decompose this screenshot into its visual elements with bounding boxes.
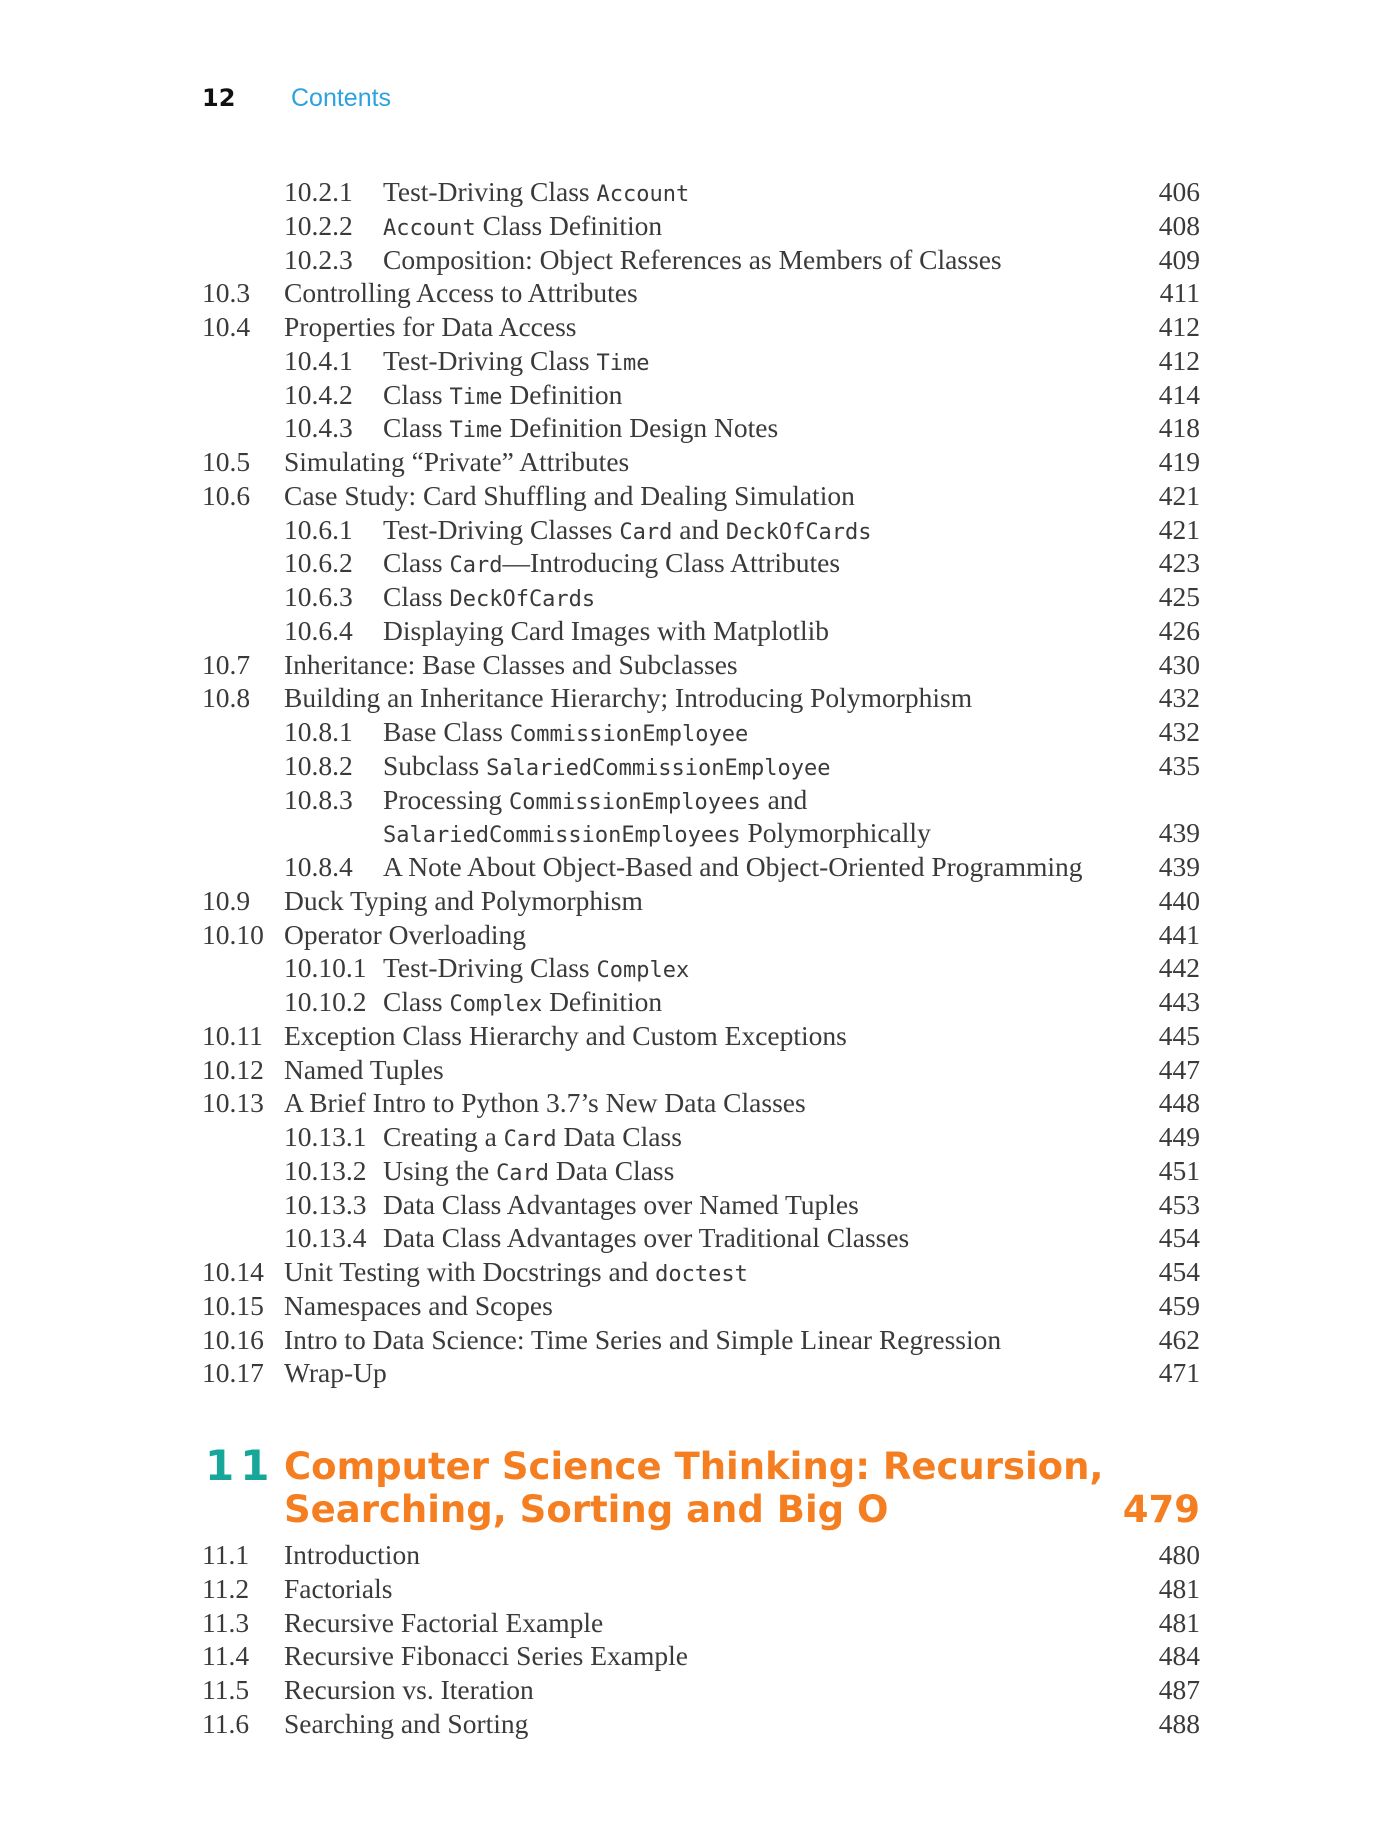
title-text: Test-Driving Class (383, 344, 597, 376)
page-reference: 423 (1158, 547, 1200, 579)
toc-entry (0, 885, 1400, 919)
title-text: Data Class (549, 1154, 675, 1186)
page-reference: 443 (1158, 986, 1200, 1017)
section-number: 10.5 (202, 446, 251, 477)
title-text: Intro to Data Science: Time Series and Simple Linear Regression (284, 1323, 1002, 1355)
code-term: Card (449, 553, 503, 579)
title-text: Base Class (383, 716, 510, 747)
toc-entry (0, 1020, 1400, 1054)
section-title (284, 311, 576, 343)
section-number: 10.15 (202, 1289, 264, 1321)
code-term: Time (449, 384, 503, 410)
page-reference: 481 (1158, 1606, 1200, 1638)
toc-entry (0, 480, 1400, 514)
title-text: Test-Driving Class (383, 176, 597, 207)
section-number: 10.10.2 (284, 986, 367, 1017)
page-number: 12 (202, 84, 236, 112)
section-number: 11.4 (202, 1640, 250, 1672)
page-reference: 442 (1158, 952, 1200, 984)
title-text: Operator Overloading (284, 918, 527, 950)
toc-entry (0, 682, 1400, 716)
section-number: 10.4.2 (284, 378, 353, 410)
title-text: Building an Inheritance Hierarchy; Introducing Polymorphism (284, 682, 973, 714)
toc-entry (0, 176, 1400, 210)
section-title (284, 1256, 748, 1288)
toc-entry (0, 412, 1400, 446)
page-reference: 480 (1158, 1539, 1200, 1570)
toc-entry (0, 716, 1400, 750)
section-title (284, 1539, 420, 1571)
section-number: 10.13.2 (284, 1154, 367, 1186)
section-title (284, 446, 629, 478)
toc-entry (0, 1640, 1400, 1674)
code-term: Card (619, 519, 673, 545)
title-text: Definition (542, 986, 663, 1017)
page-reference: 421 (1158, 513, 1200, 545)
toc-entry (0, 1121, 1400, 1155)
section-number: 10.4.1 (284, 344, 353, 376)
section-title (284, 1607, 603, 1639)
page-reference: 439 (1158, 817, 1200, 849)
section-number: 11.1 (202, 1539, 250, 1570)
page-reference: 419 (1158, 446, 1200, 477)
title-text: Namespaces and Scopes (284, 1289, 553, 1321)
toc-entry (0, 210, 1400, 244)
title-text: Test-Driving Class (383, 952, 597, 984)
toc-chapter-11-list (0, 1539, 1400, 1742)
section-title (284, 1573, 392, 1605)
section-number: 10.6 (202, 479, 251, 511)
section-title (383, 1121, 682, 1153)
section-number: 10.8.4 (284, 851, 353, 882)
code-term: Account (596, 182, 690, 207)
title-text: Class (383, 378, 450, 410)
section-number: 11.6 (202, 1707, 250, 1739)
chapter-page-number: 479 (1122, 1488, 1200, 1531)
section-title (383, 784, 807, 816)
section-number: 10.16 (202, 1323, 264, 1355)
section-title (284, 919, 526, 951)
page-reference: 439 (1158, 851, 1200, 882)
code-term: Account (383, 215, 476, 241)
section-title (383, 1155, 674, 1187)
title-text: Creating a (383, 1121, 504, 1152)
title-text: —Introducing Class Attributes (502, 547, 841, 579)
page-reference: 462 (1158, 1323, 1200, 1355)
section-title (383, 244, 1002, 276)
code-term: DeckOfCards (725, 519, 872, 545)
section-number: 10.4 (202, 311, 251, 342)
section-number: 10.10.1 (284, 952, 367, 984)
page-reference: 459 (1158, 1289, 1200, 1321)
section-title (383, 547, 840, 579)
section-title (383, 986, 662, 1018)
section-number: 10.2.3 (284, 243, 353, 275)
section-title (284, 1324, 1001, 1356)
toc-entry (0, 277, 1400, 311)
page-reference: 481 (1158, 1572, 1200, 1604)
section-title (284, 1087, 806, 1119)
section-number: 10.12 (202, 1053, 264, 1085)
section-number: 10.13.4 (284, 1222, 367, 1254)
toc-entry (0, 1290, 1400, 1324)
chapter-title-line-2: Searching, Sorting and Big O (284, 1488, 889, 1531)
page-reference: 449 (1158, 1121, 1200, 1152)
title-text: Polymorphically (740, 817, 931, 849)
title-text: Duck Typing and Polymorphism (284, 884, 643, 916)
page-reference: 447 (1158, 1053, 1200, 1085)
section-number: 11.5 (202, 1674, 250, 1705)
chapter-number: 11 (205, 1441, 276, 1490)
section-title (284, 277, 638, 309)
toc-entry (0, 311, 1400, 345)
title-text: Class Definition (475, 209, 663, 241)
title-text: Wrap-Up (284, 1357, 387, 1389)
code-term: SalariedCommissionEmployees (383, 823, 741, 849)
toc-entry (0, 784, 1400, 818)
toc-entry (0, 952, 1400, 986)
page-reference: 454 (1158, 1256, 1200, 1287)
section-title (284, 649, 738, 681)
title-text: Properties for Data Access (284, 311, 577, 342)
section-number: 10.17 (202, 1357, 264, 1389)
section-number: 11.3 (202, 1606, 250, 1638)
toc-entry (0, 514, 1400, 548)
toc-entry (0, 649, 1400, 683)
title-text: Recursive Fibonacci Series Example (284, 1640, 688, 1672)
section-title (284, 1054, 444, 1086)
title-text: A Brief Intro to Python 3.7’s New Data Classes (284, 1087, 806, 1119)
title-text: Displaying Card Images with Matplotlib (383, 614, 830, 646)
title-text: Test-Driving Classes (383, 513, 620, 545)
title-text: Case Study: Card Shuffling and Dealing Simulation (284, 479, 855, 511)
page-reference: 488 (1158, 1707, 1200, 1739)
title-text: Class (383, 986, 450, 1017)
chapter-heading (0, 1441, 1400, 1535)
toc-entry (0, 446, 1400, 480)
title-text: Unit Testing with Docstrings and (284, 1256, 656, 1287)
page-reference: 471 (1158, 1357, 1200, 1389)
toc-entry (0, 986, 1400, 1020)
page-reference: 451 (1158, 1154, 1200, 1186)
section-title (284, 1640, 688, 1672)
title-text: Data Class Advantages over Traditional Classes (383, 1222, 910, 1254)
title-text: and (672, 513, 726, 545)
section-title (284, 1708, 528, 1740)
page-reference: 421 (1158, 479, 1200, 511)
section-number: 10.9 (202, 884, 251, 916)
title-text: A Note About Object-Based and Object-Oriented Programming (383, 851, 1083, 882)
code-term: doctest (655, 1262, 748, 1287)
section-number: 10.6.3 (284, 581, 353, 612)
title-text: and (760, 783, 808, 815)
section-title (383, 581, 595, 613)
section-number: 10.2.1 (284, 176, 353, 207)
toc-entry (0, 244, 1400, 278)
toc-entry (0, 919, 1400, 953)
section-number: 10.6.4 (284, 614, 353, 646)
section-title (284, 1290, 553, 1322)
title-text: Using the (383, 1154, 497, 1186)
code-term: Time (449, 418, 503, 444)
page-reference: 408 (1158, 209, 1200, 241)
section-title (383, 615, 829, 647)
title-text: Data Class (556, 1121, 682, 1152)
code-term: DeckOfCards (449, 587, 596, 612)
code-term: Complex (449, 992, 543, 1017)
page-reference: 441 (1158, 918, 1200, 950)
section-number: 10.14 (202, 1256, 264, 1287)
section-number: 10.13.1 (284, 1121, 367, 1152)
toc-entry (0, 1155, 1400, 1189)
title-text: Simulating “Private” Attributes (284, 446, 630, 477)
page-reference: 430 (1158, 648, 1200, 680)
page-reference: 454 (1158, 1222, 1200, 1254)
section-title (383, 514, 872, 546)
page-reference: 487 (1158, 1674, 1200, 1705)
title-text: Definition Design Notes (502, 412, 779, 444)
section-title (383, 1189, 859, 1221)
toc-entry (0, 345, 1400, 379)
section-number: 10.7 (202, 648, 251, 680)
title-text: Definition (502, 378, 623, 410)
title-text: Named Tuples (284, 1053, 444, 1085)
toc-entry (0, 581, 1400, 615)
toc-entry (0, 1324, 1400, 1358)
title-text: Class (383, 581, 450, 612)
section-number: 10.8.2 (284, 749, 353, 781)
chapter-title-line-1: Computer Science Thinking: Recursion, (284, 1445, 1104, 1488)
section-number: 10.11 (202, 1019, 263, 1051)
section-number: 10.8.3 (284, 783, 353, 815)
page-reference: 440 (1158, 884, 1200, 916)
toc-entry (0, 1607, 1400, 1641)
title-text: Processing (383, 783, 510, 815)
toc-chapter-10-list (0, 176, 1400, 1391)
title-text: Class (383, 547, 450, 579)
chapter-title (284, 1445, 1104, 1531)
page-reference: 432 (1158, 682, 1200, 714)
toc-entry (0, 1708, 1400, 1742)
section-title (383, 345, 649, 377)
page-reference: 409 (1158, 243, 1200, 275)
title-text: Subclass (383, 749, 487, 781)
page-reference: 412 (1158, 344, 1200, 376)
code-term: Time (596, 350, 650, 376)
section-title (284, 1020, 847, 1052)
toc-entry (0, 1539, 1400, 1573)
code-term: CommissionEmployee (509, 722, 749, 747)
title-text: Controlling Access to Attributes (284, 277, 638, 309)
toc-entry (0, 615, 1400, 649)
section-title (383, 412, 778, 444)
page-reference: 432 (1158, 716, 1200, 747)
section-title (284, 885, 643, 917)
toc-entry (0, 547, 1400, 581)
page-reference: 425 (1158, 581, 1200, 612)
section-title (284, 1674, 534, 1706)
toc-entry (0, 1256, 1400, 1290)
page-reference: 406 (1158, 176, 1200, 207)
section-title (383, 817, 931, 849)
title-text: Class (383, 412, 450, 444)
title-text: Data Class Advantages over Named Tuples (383, 1188, 859, 1220)
section-title (383, 851, 1083, 883)
title-text: Recursive Factorial Example (284, 1606, 604, 1638)
title-text: Recursion vs. Iteration (284, 1674, 534, 1705)
code-term: SalariedCommissionEmployee (486, 755, 831, 781)
toc-entry (0, 1054, 1400, 1088)
toc-entry (0, 379, 1400, 413)
code-term: Card (503, 1127, 557, 1152)
page-reference: 426 (1158, 614, 1200, 646)
page-reference: 435 (1158, 749, 1200, 781)
section-number: 10.10 (202, 918, 264, 950)
toc-entry (0, 1189, 1400, 1223)
page-reference: 411 (1159, 277, 1200, 309)
section-title (383, 210, 662, 242)
section-number: 10.6.1 (284, 513, 353, 545)
section-title (284, 480, 855, 512)
title-text: Exception Class Hierarchy and Custom Exceptions (284, 1019, 847, 1051)
page-reference: 412 (1158, 311, 1200, 342)
page-reference: 445 (1158, 1019, 1200, 1051)
page-reference: 414 (1158, 378, 1200, 410)
section-title (383, 750, 831, 782)
code-term: Card (496, 1160, 550, 1186)
toc-entry (0, 1674, 1400, 1708)
toc-entry (0, 851, 1400, 885)
page-reference: 418 (1158, 412, 1200, 444)
section-title (383, 1222, 909, 1254)
code-term: CommissionEmployees (509, 789, 761, 815)
section-number: 10.8.1 (284, 716, 353, 747)
page-reference: 484 (1158, 1640, 1200, 1672)
title-text: Factorials (284, 1572, 393, 1604)
section-title (383, 379, 622, 411)
toc-entry (0, 817, 1400, 851)
section-number: 10.6.2 (284, 547, 353, 579)
section-number: 10.3 (202, 277, 251, 309)
section-title (284, 682, 972, 714)
page-reference: 453 (1158, 1188, 1200, 1220)
section-number: 10.4.3 (284, 412, 353, 444)
title-text: Inheritance: Base Classes and Subclasses (284, 648, 738, 680)
toc-entry (0, 750, 1400, 784)
title-text: Introduction (284, 1539, 420, 1570)
section-number: 10.13 (202, 1087, 264, 1119)
toc-entry (0, 1222, 1400, 1256)
toc-entry (0, 1357, 1400, 1391)
toc-entry (0, 1087, 1400, 1121)
section-number: 10.8 (202, 682, 251, 714)
title-text: Searching and Sorting (284, 1707, 529, 1739)
page-reference: 448 (1158, 1087, 1200, 1119)
section-title (383, 176, 689, 208)
section-title (383, 716, 748, 748)
title-text: Composition: Object References as Members of Classes (383, 243, 1002, 275)
section-title (284, 1357, 387, 1389)
code-term: Complex (596, 958, 690, 984)
running-head: Contents (291, 84, 392, 112)
section-number: 11.2 (202, 1572, 250, 1604)
toc-entry (0, 1573, 1400, 1607)
section-title (383, 952, 689, 984)
section-number: 10.13.3 (284, 1188, 367, 1220)
section-number: 10.2.2 (284, 209, 353, 241)
